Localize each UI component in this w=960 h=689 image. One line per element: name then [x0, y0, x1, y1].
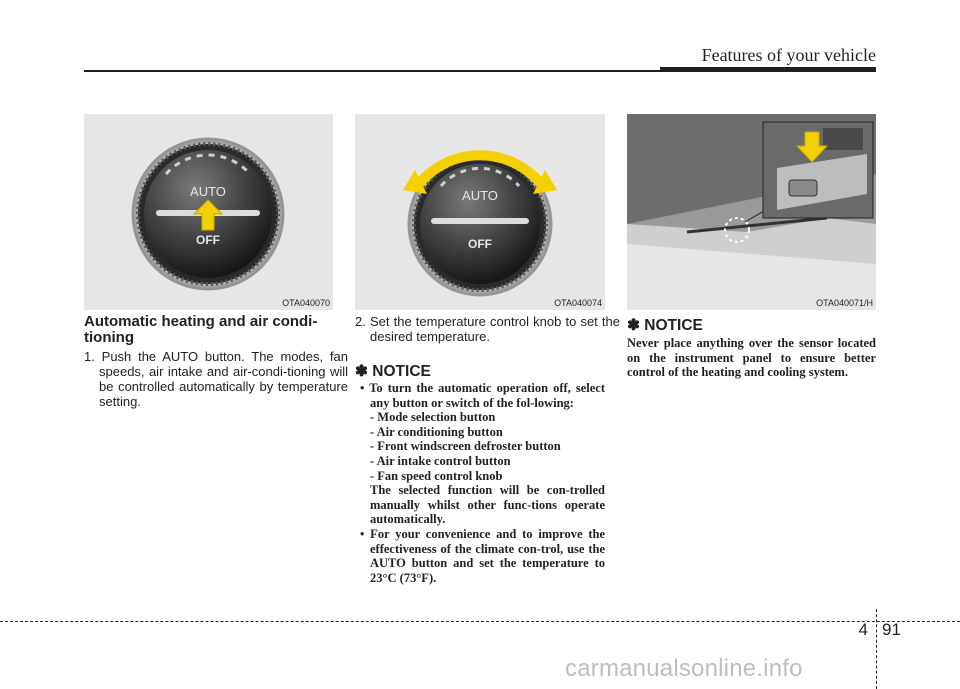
notice-body [355, 381, 605, 585]
section-heading: Automatic heating and air condi-tioning [84, 313, 318, 346]
section-title: Features of your vehicle [701, 45, 876, 65]
knob-auto-label: AUTO [190, 184, 226, 199]
sub-item: - Front windscreen defroster button [370, 439, 561, 454]
figure-temperature-knob [355, 114, 605, 310]
knob-auto-label: AUTO [462, 188, 498, 203]
figure-code: OTA040074 [554, 298, 602, 308]
figure-code: OTA040070 [282, 298, 330, 308]
notice-bullet-1-outro: The selected function will be con-trolled manually whilst other func-tions operate automatically. [370, 483, 605, 527]
step-1-text: 1. Push the AUTO button. The modes, fan speeds, air intake and air-condi-tioning will be controlled automatically by temperature setting. [84, 349, 348, 409]
auto-knob-illustration [84, 114, 333, 310]
sub-item: - Mode selection button [370, 410, 496, 425]
sub-item: - Air conditioning button [370, 424, 503, 439]
notice-text: Never place anything over the sensor located on the instrument panel to ensure better control of the heating and cooling system. [627, 336, 876, 380]
knob-off-label: OFF [196, 233, 220, 247]
knob-off-label: OFF [468, 237, 492, 251]
notice-title: ✽ NOTICE [355, 363, 431, 380]
figure-auto-button [84, 114, 333, 310]
footer-rule [0, 621, 960, 622]
sub-item: - Air intake control button [370, 453, 511, 468]
step-2-text: 2. Set the temperature control knob to set the desired temperature. [355, 314, 620, 344]
sub-item: - Fan speed control knob [370, 468, 503, 483]
figure-sensor-location [627, 114, 876, 310]
chapter-number: 4 [858, 620, 868, 639]
notice-title: ✽ NOTICE [627, 317, 703, 334]
temperature-knob-illustration [355, 114, 605, 310]
dashboard-sensor-illustration [627, 114, 876, 310]
header-rule [84, 70, 876, 72]
page-number: 91 [882, 620, 901, 639]
figure-code: OTA040071/H [816, 298, 873, 308]
footer-divider [876, 609, 877, 689]
notice-bullet-1: • To turn the automatic operation off, select any button or switch of the fol-lowing: [360, 381, 605, 410]
watermark: carmanualsonline.info [565, 655, 803, 682]
notice-bullet-2: • For your convenience and to improve the effectiveness of the climate con-trol, use the AUTO button and set the temperature to 23°C (73°F). [360, 526, 605, 585]
